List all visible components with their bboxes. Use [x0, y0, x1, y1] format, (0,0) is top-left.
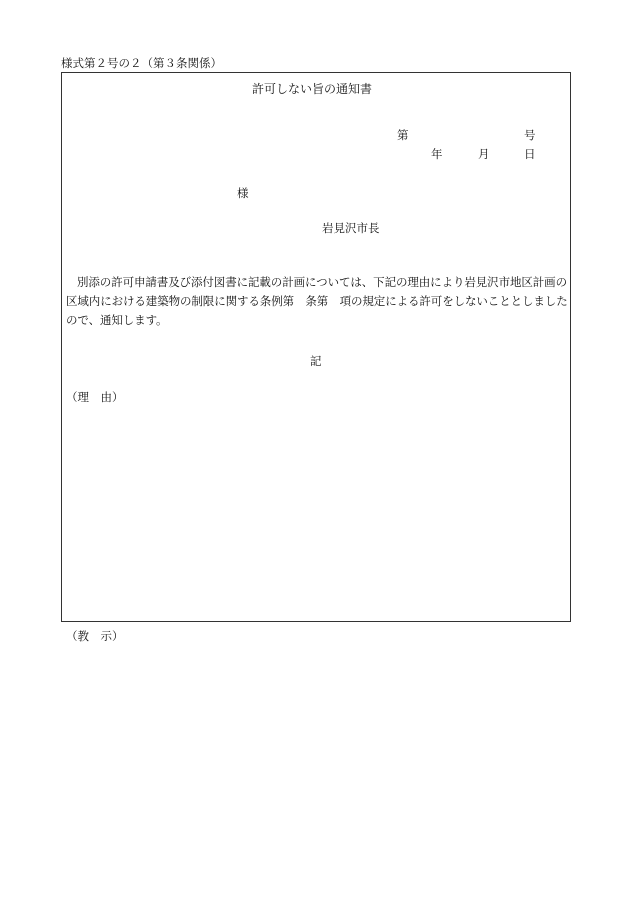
addressee-honorific: 様 [237, 186, 249, 200]
form-number-label: 様式第２号の２（第３条関係） [61, 56, 222, 70]
document-number-prefix: 第 [397, 128, 409, 142]
date-year-label: 年 [431, 147, 443, 161]
notice-body-text: 別添の許可申請書及び添付図書に記載の計画については、下記の理由により岩見沢市地区計画の区域内における建築物の制限に関する条例第 条第 項の規定による許可をしないこととしましたので、通知します。 [66, 275, 568, 327]
date-day-label: 日 [524, 147, 536, 161]
notice-frame [61, 72, 571, 622]
issuer-name: 岩見沢市長 [322, 221, 380, 235]
document-number-suffix: 号 [524, 128, 536, 142]
record-heading: 記 [310, 354, 322, 368]
document-title: 許可しない旨の通知書 [252, 82, 373, 96]
instruction-label: （教 示） [66, 629, 124, 643]
date-month-label: 月 [478, 147, 490, 161]
reason-label: （理 由） [66, 390, 124, 404]
